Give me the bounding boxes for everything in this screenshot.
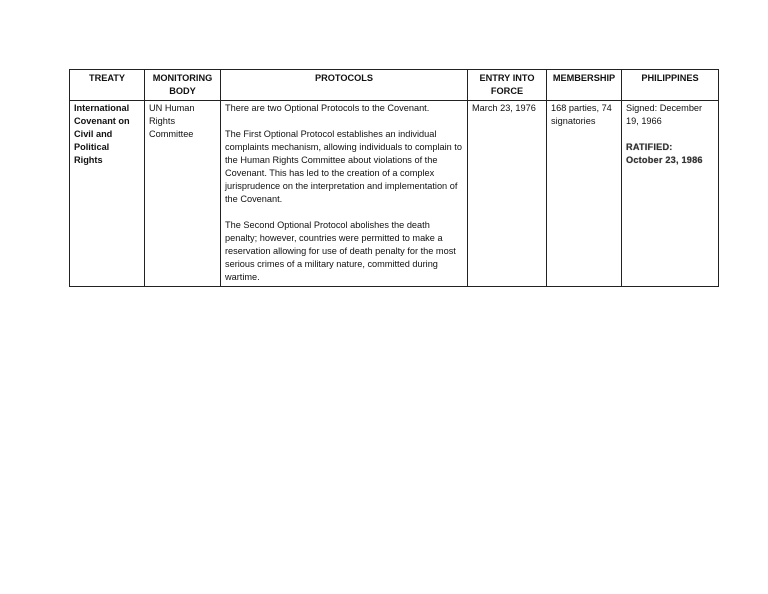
cell-monitoring-body: UN Human Rights Committee (145, 101, 221, 287)
cell-entry-into-force: March 23, 1976 (468, 101, 547, 287)
treaty-table (69, 69, 719, 287)
header-protocols: PROTOCOLS (221, 70, 468, 101)
header-monitoring-body: MONITORING BODY (145, 70, 221, 101)
philippines-signed: Signed: December 19, 1966 (626, 103, 703, 126)
header-membership: MEMBERSHIP (547, 70, 622, 101)
cell-philippines (622, 101, 719, 287)
header-philippines: PHILIPPINES (622, 70, 719, 101)
protocols-intro: There are two Optional Protocols to the Covenant. (225, 103, 430, 113)
header-treaty: TREATY (70, 70, 145, 101)
cell-membership: 168 parties, 74 signatories (547, 101, 622, 287)
cell-protocols (221, 101, 468, 287)
protocols-second-optional: The Second Optional Protocol abolishes the death penalty; however, countries were permitted to make a reservation allowing for use of death penalty for the most serious crimes of a military nature, committed during wartime. (225, 220, 456, 282)
philippines-ratified-label: RATIFIED: (626, 142, 673, 152)
philippines-ratified-date: October 23, 1986 (626, 155, 703, 165)
protocols-first-optional: The First Optional Protocol establishes an individual complaints mechanism, allowing individuals to complain to the Human Rights Committee about violations of the Covenant. This has led to the creation of a complex jurisprudence on the interpretation and implementation of the Covenant. (225, 129, 462, 204)
table-header-row (70, 70, 719, 101)
header-entry-into-force: ENTRY INTO FORCE (468, 70, 547, 101)
cell-treaty: International Covenant on Civil and Political Rights (70, 101, 145, 287)
table-row (70, 101, 719, 287)
